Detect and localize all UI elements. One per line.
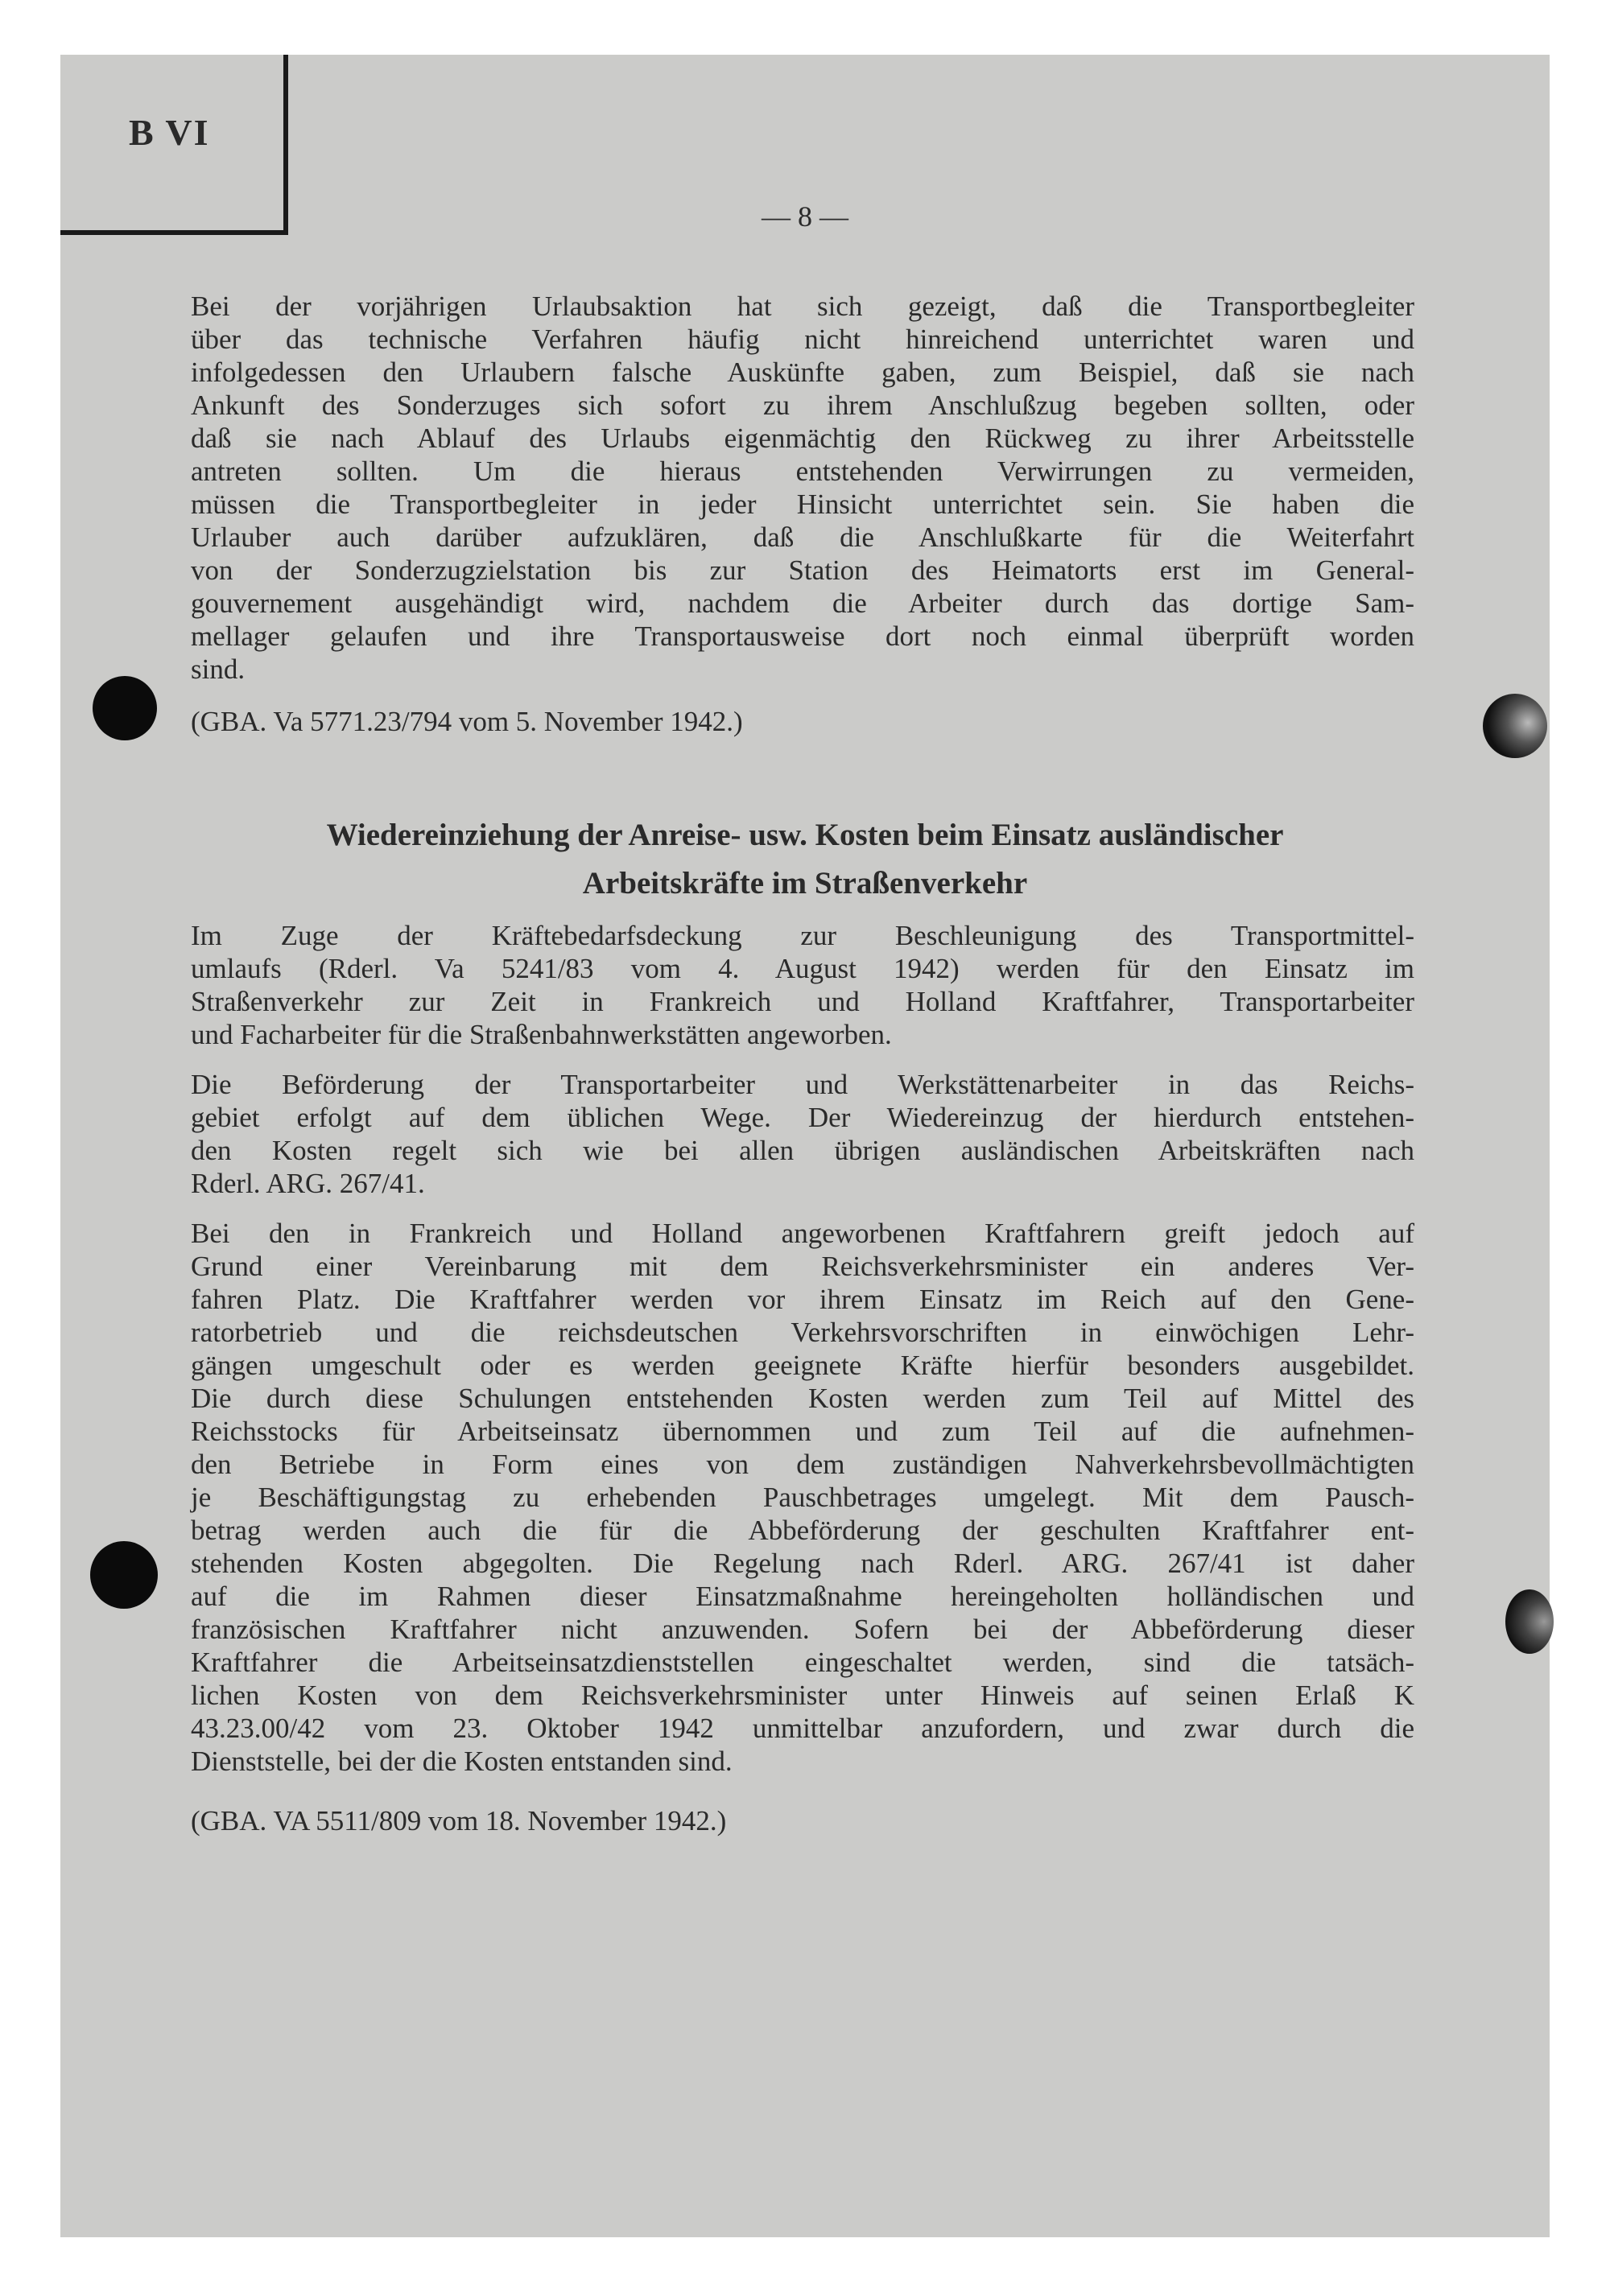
punch-hole xyxy=(90,1541,158,1609)
text-line: infolgedessen den Urlaubern falsche Auskünfte gaben, zum Beispiel, daß sie nach xyxy=(191,357,1414,388)
text-line: ratorbetrieb und die reichsdeutschen Verkehrsvorschriften in einwöchigen Lehr- xyxy=(191,1317,1414,1348)
text-line: und Facharbeiter für die Straßenbahnwerkstätten angeworben. xyxy=(191,1019,892,1050)
text-line: Straßenverkehr zur Zeit in Frankreich und Holland Kraftfahrer, Transportarbeiter xyxy=(191,986,1414,1017)
text-line: gängen umgeschult oder es werden geeignete Kräfte hierfür besonders ausgebildet. xyxy=(191,1350,1414,1381)
citation-2: (GBA. VA 5511/809 vom 18. November 1942.) xyxy=(191,1805,727,1836)
text-line: Dienststelle, bei der die Kosten entstanden sind. xyxy=(191,1746,733,1777)
text-line: den Betriebe in Form eines von dem zuständigen Nahverkehrsbevollmächtigten xyxy=(191,1449,1414,1480)
text-line: Grund einer Vereinbarung mit dem Reichsverkehrsminister ein anderes Ver- xyxy=(191,1251,1414,1282)
text-line: stehenden Kosten abgegolten. Die Regelung nach Rderl. ARG. 267/41 ist daher xyxy=(191,1548,1414,1579)
text-line: französischen Kraftfahrer nicht anzuwenden. Sofern bei der Abbeförderung dieser xyxy=(191,1614,1414,1645)
text-line: Die Beförderung der Transportarbeiter und Werkstättenarbeiter in das Reichs- xyxy=(191,1069,1414,1100)
text-line: daß sie nach Ablauf des Urlaubs eigenmächtig den Rückweg zu ihrer Arbeitsstelle xyxy=(191,423,1414,454)
text-line: gouvernement ausgehändigt wird, nachdem die Arbeiter durch das dortige Sam- xyxy=(191,587,1414,619)
text-line: Bei der vorjährigen Urlaubsaktion hat sich gezeigt, daß die Transportbegleiter xyxy=(191,291,1414,322)
text-line: Bei den in Frankreich und Holland angeworbenen Kraftfahrern greift jedoch auf xyxy=(191,1218,1414,1249)
page-number: — 8 — xyxy=(762,200,848,233)
text-line: je Beschäftigungstag zu erhebenden Pauschbetrages umgelegt. Mit dem Pausch- xyxy=(191,1482,1414,1513)
paragraph-4 xyxy=(191,1217,1414,1778)
text-line: mellager gelaufen und ihre Transportausweise dort noch einmal überprüft worden xyxy=(191,620,1414,652)
text-line: müssen die Transportbegleiter in jeder Hinsicht unterrichtet sein. Sie haben die xyxy=(191,488,1414,520)
section-heading-line-1: Wiedereinziehung der Anreise- usw. Kosten beim Einsatz ausländischer xyxy=(326,818,1284,852)
text-line: Die durch diese Schulungen entstehenden Kosten werden zum Teil auf Mittel des xyxy=(191,1383,1414,1414)
text-line: den Kosten regelt sich wie bei allen übrigen ausländischen Arbeitskräften nach xyxy=(191,1135,1414,1166)
text-line: Kraftfahrer die Arbeitseinsatzdienststellen eingeschaltet werden, sind die tatsäch- xyxy=(191,1647,1414,1678)
paragraph-2 xyxy=(191,919,1414,1051)
section-heading-line-2: Arbeitskräfte im Straßenverkehr xyxy=(582,866,1028,901)
punch-hole xyxy=(1505,1589,1554,1654)
citation-1: (GBA. Va 5771.23/794 vom 5. November 1942.) xyxy=(191,706,743,737)
text-line: Im Zuge der Kräftebedarfsdeckung zur Beschleunigung des Transportmittel- xyxy=(191,920,1414,951)
paragraph-3 xyxy=(191,1068,1414,1200)
text-line: sind. xyxy=(191,653,246,685)
text-line: antreten sollten. Um die hieraus entstehenden Verwirrungen zu vermeiden, xyxy=(191,455,1414,487)
text-line: fahren Platz. Die Kraftfahrer werden vor ihrem Einsatz im Reich auf den Gene- xyxy=(191,1284,1414,1315)
paragraph-1 xyxy=(191,290,1414,686)
text-line: Rderl. ARG. 267/41. xyxy=(191,1168,425,1199)
section-label: B VI xyxy=(129,112,210,153)
text-line: Urlauber auch darüber aufzuklären, daß die Anschlußkarte für die Weiterfahrt xyxy=(191,521,1414,553)
text-line: lichen Kosten von dem Reichsverkehrsminister unter Hinweis auf seinen Erlaß K xyxy=(191,1680,1414,1711)
text-line: Reichsstocks für Arbeitseinsatz übernommen und zum Teil auf die aufnehmen- xyxy=(191,1416,1414,1447)
text-line: über das technische Verfahren häufig nicht hinreichend unterrichtet waren und xyxy=(191,324,1414,355)
text-line: auf die im Rahmen dieser Einsatzmaßnahme hereingeholten holländischen und xyxy=(191,1581,1414,1612)
punch-hole xyxy=(1483,694,1547,758)
punch-hole xyxy=(93,676,157,740)
text-line: 43.23.00/42 vom 23. Oktober 1942 unmittelbar anzufordern, und zwar durch die xyxy=(191,1713,1414,1744)
text-line: umlaufs (Rderl. Va 5241/83 vom 4. August 1942) werden für den Einsatz im xyxy=(191,953,1414,984)
text-line: betrag werden auch die für die Abbeförderung der geschulten Kraftfahrer ent- xyxy=(191,1515,1414,1546)
text-line: gebiet erfolgt auf dem üblichen Wege. Der Wiedereinzug der hierdurch entstehen- xyxy=(191,1102,1414,1133)
text-line: von der Sonderzugzielstation bis zur Station des Heimatorts erst im General- xyxy=(191,554,1414,586)
text-line: Ankunft des Sonderzuges sich sofort zu ihrem Anschlußzug begeben sollten, oder xyxy=(191,390,1414,421)
